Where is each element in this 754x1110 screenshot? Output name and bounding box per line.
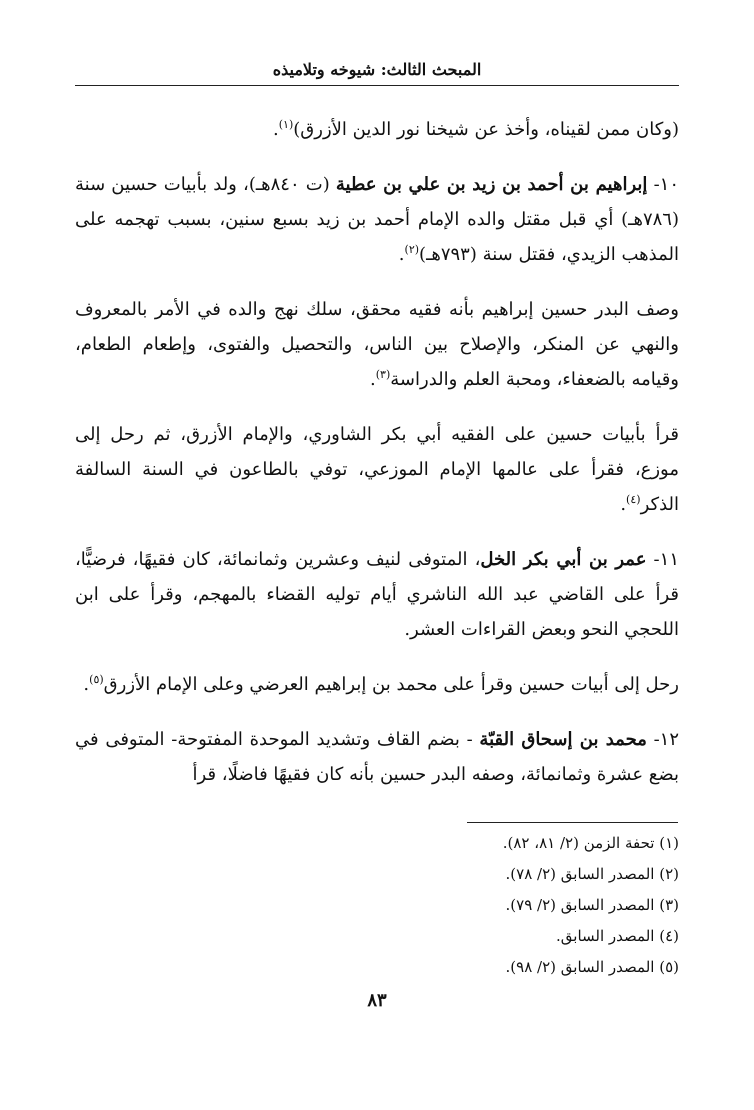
paragraph-text: قرأ بأبيات حسين على الفقيه أبي بكر الشاوري، والإمام الأزرق، ثم رحل إلى موزع، فقرأ على عالمها الإمام الموزعي، توفي بالطاعون في السنة السالفة الذكر — [75, 424, 679, 515]
footnote-1: (١) تحفة الزمن (٢/ ٨١، ٨٢). — [502, 834, 679, 852]
paragraph-6 — [75, 667, 679, 702]
person-name: إبراهيم بن أحمد بن زيد بن علي بن عطية — [335, 174, 648, 195]
footnote-5: (٥) المصدر السابق (٢/ ٩٨). — [505, 958, 679, 976]
footnote-reference: (٢) — [404, 243, 420, 256]
paragraph-end: . — [273, 119, 279, 140]
footnote-separator — [467, 822, 678, 823]
running-header: المبحث الثالث: شيوخه وتلاميذه — [75, 60, 679, 86]
footnote-reference: (٣) — [375, 368, 391, 381]
paragraph-2 — [75, 167, 679, 272]
footnotes — [75, 828, 679, 983]
item-number: ١٢- — [646, 729, 679, 750]
person-name: عمر بن أبي بكر الخل — [480, 549, 647, 570]
paragraph-end: . — [83, 674, 90, 695]
footnote-4: (٤) المصدر السابق. — [556, 927, 679, 945]
main-text — [75, 112, 679, 810]
paragraph-text: رحل إلى أبيات حسين وقرأ على محمد بن إبراهيم العرضي وعلى الإمام الأزرق — [103, 674, 679, 695]
paragraph-text: (ت ٨٤٠هـ)، ولد بأبيات حسين سنة (٧٨٦هـ) أي قبل مقتل والده الإمام أحمد بن زيد بسبع سنين، بسبب تهجمه على المذهب الزيدي، فقتل سنة (٧٩٣هـ) — [75, 174, 679, 265]
paragraph-end: . — [398, 244, 405, 265]
paragraph-7 — [75, 722, 679, 792]
paragraph-3 — [75, 292, 679, 397]
paragraph-end: . — [620, 494, 627, 515]
footnote-reference: (٤) — [626, 493, 641, 506]
paragraph-4 — [75, 417, 679, 522]
footnote-3: (٣) المصدر السابق (٢/ ٧٩). — [505, 896, 679, 914]
item-number: ١٠- — [647, 174, 679, 195]
footnote-reference: (١) — [278, 118, 294, 131]
paragraph-1 — [75, 112, 679, 147]
paragraph-text: وصف البدر حسين إبراهيم بأنه فقيه محقق، سلك نهج والده في الأمر بالمعروف والنهي عن المنكر، والإصلاح بين الناس، والتحصيل والفتوى، وإطعام الطعام، وقيامه بالضعفاء، ومحبة العلم والدراسة — [75, 299, 679, 390]
footnote-reference: (٥) — [89, 673, 104, 686]
item-number: ١١- — [646, 549, 679, 570]
footnote-2: (٢) المصدر السابق (٢/ ٧٨). — [505, 865, 679, 883]
paragraph-text: ، المتوفى لنيف وعشرين وثمانمائة، كان فقيهًا، فرضيًّا، قرأ على القاضي عبد الله الناشري أيام توليه القضاء بالمهجم، وقرأ على ابن اللحجي النحو وبعض القراءات العشر. — [75, 549, 679, 640]
paragraph-5 — [75, 542, 679, 647]
paragraph-text: - بضم القاف وتشديد الموحدة المفتوحة- المتوفى في بضع عشرة وثمانمائة، وصفه البدر حسين بأنه كان فقيهًا فاضلًا، قرأ — [75, 729, 679, 785]
paragraph-end: . — [370, 369, 376, 390]
paragraph-text: (وكان ممن لقيناه، وأخذ عن شيخنا نور الدين الأزرق) — [293, 119, 679, 140]
person-name: محمد بن إسحاق القبّة — [479, 729, 647, 750]
page-number: ٨٣ — [367, 990, 387, 1011]
